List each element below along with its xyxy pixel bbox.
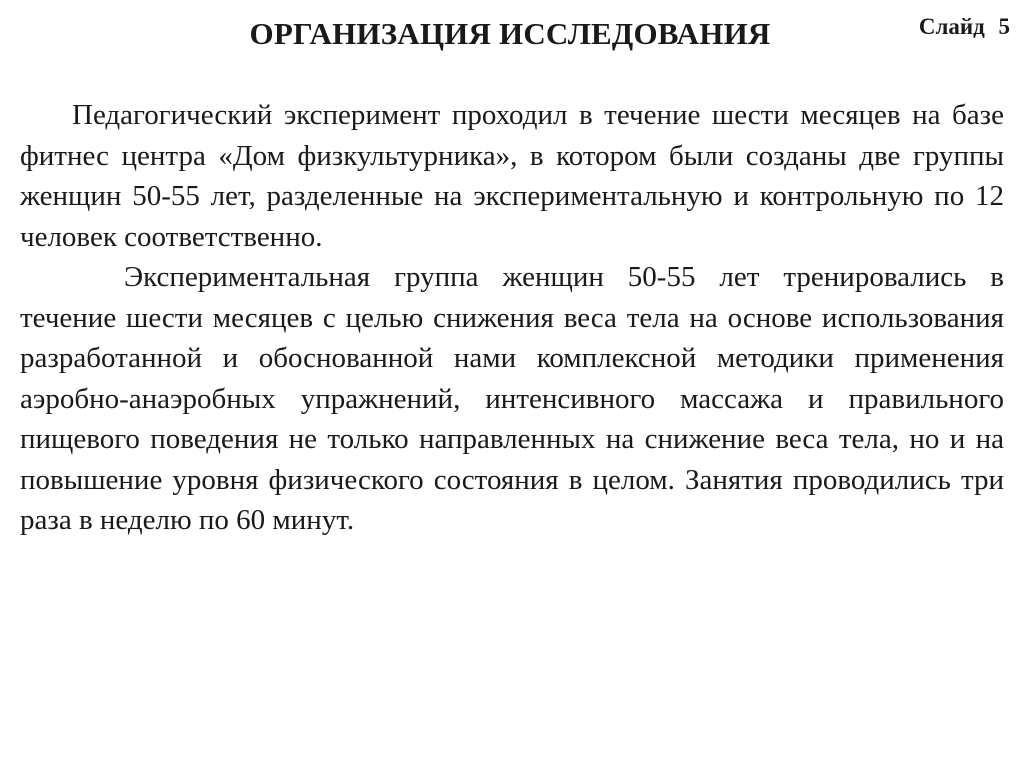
paragraph-experimental-group: Экспериментальная группа женщин 50-55 лет тренировались в течение шести месяцев с целью снижения веса тела на основе использования разработанной и обоснованной нами комплексной методики применения аэробно-анаэробных упражнений, интенсивного массажа и правильного пищевого поведения не только направленных на снижение веса тела, но и на повышение уровня физического состояния в целом. Занятия проводились три раза в неделю по 60 минут. <box>20 261 1004 536</box>
paragraph-experiment-overview: Педагогический эксперимент проходил в течение шести месяцев на базе фитнес центра «Дом физкультурника», в котором были созданы две группы женщин 50-55 лет, разделенные на экспериментальную и контрольную по 12 человек соответственно. <box>20 99 1004 253</box>
slide-title: ОРГАНИЗАЦИЯ ИССЛЕДОВАНИЯ <box>249 16 771 51</box>
slide-number <box>919 12 1010 42</box>
slide-number-label: Слайд <box>918 14 985 39</box>
slide-number-value: 5 <box>998 14 1010 39</box>
slide-body <box>20 95 1004 541</box>
